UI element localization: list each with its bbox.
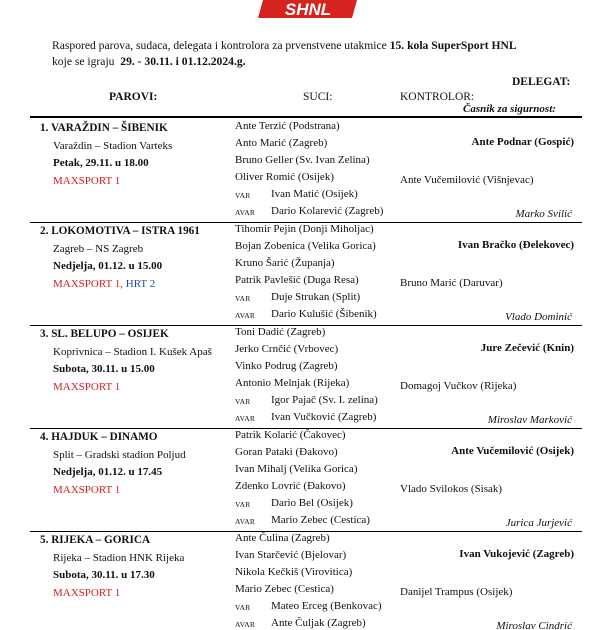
avar-label: AVAR bbox=[235, 620, 256, 629]
var-label: VAR bbox=[235, 397, 251, 406]
match-row bbox=[30, 532, 582, 630]
match-datetime: Nedjelja, 01.12. u 17.45 bbox=[53, 466, 163, 478]
referee: Toni Dadić (Zagreb) bbox=[235, 326, 326, 338]
controller-name: Vlado Svilokos (Sisak) bbox=[400, 483, 503, 495]
referee: Ivan Mihalj (Velika Gorica) bbox=[235, 463, 358, 475]
security-officer: Miroslav Marković bbox=[487, 414, 572, 426]
header-suci: SUCI: bbox=[303, 91, 333, 103]
avar-referee: Mario Zebec (Cestica) bbox=[271, 514, 370, 526]
broadcaster-label: , bbox=[120, 278, 126, 290]
referee: Bojan Zobenica (Velika Gorica) bbox=[235, 240, 376, 252]
security-officer: Marko Svilić bbox=[515, 208, 572, 220]
avar-label: AVAR bbox=[235, 414, 256, 423]
match-title: 3. SL. BELUPO – OSIJEK bbox=[40, 328, 169, 340]
delegate-name: Ivan Bračko (Đelekovec) bbox=[457, 239, 574, 251]
var-referee: Dario Bel (Osijek) bbox=[271, 497, 353, 509]
header-divider bbox=[30, 116, 582, 118]
match-title: 2. LOKOMOTIVA – ISTRA 1961 bbox=[40, 225, 200, 237]
match-venue: Split – Gradski stadion Poljud bbox=[53, 449, 186, 461]
match-venue: Koprivnica – Stadion I. Kušek Apaš bbox=[53, 346, 212, 358]
match-title: 5. RIJEKA – GORICA bbox=[40, 534, 151, 546]
match-title: 4. HAJDUK – DINAMO bbox=[40, 431, 158, 443]
delegate-name: Ante Vučemilović (Osijek) bbox=[451, 445, 574, 457]
var-referee: Mateo Erceg (Benkovac) bbox=[271, 600, 382, 612]
controller-name: Domagoj Vučkov (Rijeka) bbox=[400, 380, 517, 392]
referee: Vinko Podrug (Zagreb) bbox=[235, 360, 338, 372]
referee: Antonio Melnjak (Rijeka) bbox=[235, 377, 350, 389]
shnl-logo bbox=[255, 0, 365, 22]
match-datetime: Nedjelja, 01.12. u 15.00 bbox=[53, 260, 163, 272]
delegate-name: Ante Podnar (Gospić) bbox=[471, 136, 574, 148]
match-venue: Zagreb – NS Zagreb bbox=[53, 243, 144, 255]
logo-text: SHNL bbox=[284, 0, 332, 19]
referee: Bruno Geller (Sv. Ivan Zelina) bbox=[235, 154, 370, 166]
var-referee: Ivan Matić (Osijek) bbox=[271, 188, 358, 200]
match-broadcaster bbox=[53, 484, 120, 496]
header-delegat: DELEGAT: bbox=[512, 76, 571, 88]
match-datetime: Subota, 30.11. u 17.30 bbox=[53, 569, 155, 581]
var-referee: Igor Pajač (Sv. I. zelina) bbox=[271, 394, 378, 406]
referee: Ante Čulina (Zagreb) bbox=[235, 532, 330, 544]
delegate-name: Ivan Vukojević (Zagreb) bbox=[459, 548, 574, 560]
header-casnik: Časnik za sigurnost: bbox=[463, 103, 556, 115]
broadcaster-label: MAXSPORT 1 bbox=[53, 175, 121, 187]
var-referee: Duje Strukan (Split) bbox=[271, 291, 361, 303]
broadcaster-label: HRT 2 bbox=[125, 278, 156, 290]
broadcaster-label: MAXSPORT 1 bbox=[53, 278, 121, 290]
avar-referee: Ante Čuljak (Zagreb) bbox=[271, 617, 366, 629]
broadcaster-label: MAXSPORT 1 bbox=[53, 484, 121, 496]
referee: Jerko Crnčić (Vrbovec) bbox=[235, 343, 339, 355]
broadcaster-label: MAXSPORT 1 bbox=[53, 381, 121, 393]
var-label: VAR bbox=[235, 603, 251, 612]
security-officer: Vlado Dominić bbox=[505, 311, 572, 323]
referee: Ivan Starčević (Bjelovar) bbox=[235, 549, 347, 561]
match-datetime: Subota, 30.11. u 15.00 bbox=[53, 363, 155, 375]
match-broadcaster bbox=[53, 587, 120, 599]
referee: Tihomir Pejin (Donji Miholjac) bbox=[235, 223, 374, 235]
controller-name: Danijel Trampus (Osijek) bbox=[400, 586, 513, 598]
broadcaster-label: MAXSPORT 1 bbox=[53, 587, 121, 599]
referee: Patrik Kolarić (Čakovec) bbox=[235, 429, 346, 441]
match-broadcaster bbox=[53, 278, 155, 290]
avar-label: AVAR bbox=[235, 517, 256, 526]
referee: Goran Pataki (Đakovo) bbox=[235, 446, 338, 458]
avar-label: AVAR bbox=[235, 208, 256, 217]
referee: Nikola Kečkiš (Virovitica) bbox=[235, 566, 353, 578]
referee: Anto Marić (Zagreb) bbox=[235, 137, 328, 149]
security-officer: Jurica Jurjević bbox=[505, 517, 572, 529]
avar-referee: Ivan Vučković (Zagreb) bbox=[271, 411, 377, 423]
controller-name: Ante Vučemilović (Višnjevac) bbox=[400, 174, 534, 186]
controller-name: Bruno Marić (Daruvar) bbox=[400, 277, 503, 289]
referee: Oliver Romić (Osijek) bbox=[235, 171, 334, 183]
referee: Mario Zebec (Cestica) bbox=[235, 583, 334, 595]
match-venue: Varaždin – Stadion Varteks bbox=[53, 140, 173, 152]
referee: Patrik Pavlešić (Duga Resa) bbox=[235, 274, 359, 286]
referee: Kruno Šarić (Županja) bbox=[235, 257, 335, 269]
avar-referee: Dario Kolarević (Zagreb) bbox=[271, 205, 384, 217]
match-row bbox=[30, 223, 582, 326]
match-title: 1. VARAŽDIN – ŠIBENIK bbox=[40, 122, 168, 134]
var-label: VAR bbox=[235, 500, 251, 509]
match-row bbox=[30, 326, 582, 429]
match-datetime: Petak, 29.11. u 18.00 bbox=[53, 157, 149, 169]
match-broadcaster bbox=[53, 381, 120, 393]
intro-line-2: koje se igraju 29. - 30.11. i 01.12.2024.g. bbox=[52, 55, 246, 68]
delegate-name: Jure Zečević (Knin) bbox=[480, 342, 574, 354]
match-row bbox=[30, 120, 582, 223]
intro-paragraph bbox=[52, 38, 582, 70]
var-label: VAR bbox=[235, 191, 251, 200]
header-parovi: PAROVI: bbox=[109, 91, 158, 103]
security-officer: Miroslav Cindrić bbox=[496, 620, 572, 630]
avar-referee: Dario Kulušić (Šibenik) bbox=[271, 308, 377, 320]
avar-label: AVAR bbox=[235, 311, 256, 320]
match-row bbox=[30, 429, 582, 532]
header-kontrolor: KONTROLOR: bbox=[400, 91, 475, 103]
match-broadcaster bbox=[53, 175, 120, 187]
var-label: VAR bbox=[235, 294, 251, 303]
referee: Zdenko Lovrić (Đakovo) bbox=[235, 480, 346, 492]
match-venue: Rijeka – Stadion HNK Rijeka bbox=[53, 552, 185, 564]
referee: Ante Terzić (Podstrana) bbox=[235, 120, 340, 132]
intro-line-1: Raspored parova, sudaca, delegata i kontrolora za prvenstvene utakmice 15. kola SuperSport HNL bbox=[52, 39, 517, 52]
